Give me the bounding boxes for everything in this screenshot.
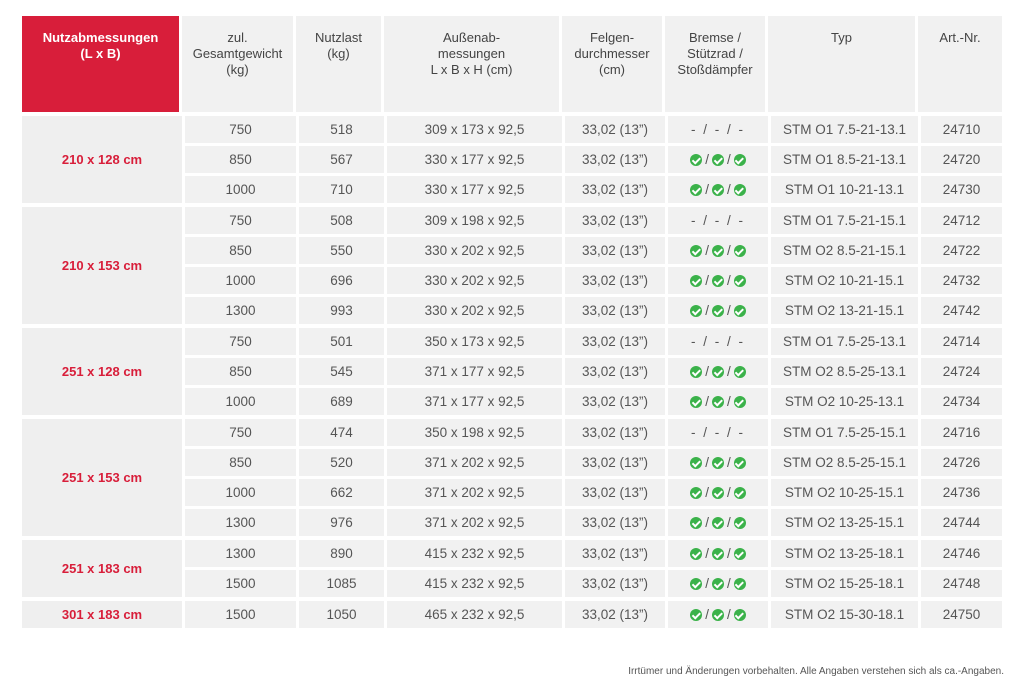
cell-aussenabmessungen: 371 x 177 x 92,5 [387, 388, 562, 415]
cell-felgendurchmesser: 33,02 (13”) [565, 146, 665, 173]
cell-features [668, 419, 768, 446]
size-group [22, 601, 1005, 628]
cell-typ: STM O1 8.5-21-13.1 [771, 146, 918, 173]
cell-nutzlast: 474 [299, 419, 384, 446]
cell-typ: STM O1 10-21-13.1 [771, 176, 918, 203]
cell-nutzlast: 545 [299, 358, 384, 385]
separator: / [705, 182, 709, 197]
group-size-label: 251 x 183 cm [22, 540, 182, 597]
header-aussenabmessungen [384, 16, 562, 112]
check-icon [734, 457, 746, 469]
cell-features [668, 358, 768, 385]
header-text: zul. [227, 30, 248, 45]
check-icon [690, 548, 702, 560]
cell-nutzlast: 567 [299, 146, 384, 173]
check-icon [712, 457, 724, 469]
cell-nutzlast: 1050 [299, 601, 384, 628]
check-icon [712, 154, 724, 166]
separator: / [705, 152, 709, 167]
header-text: L x B x H (cm) [430, 62, 513, 77]
check-icon [734, 487, 746, 499]
cell-artnr: 24750 [921, 601, 1002, 628]
cell-typ: STM O1 7.5-25-13.1 [771, 328, 918, 355]
check-icon [690, 396, 702, 408]
size-group [22, 207, 1005, 324]
cell-nutzlast: 689 [299, 388, 384, 415]
check-icon [712, 609, 724, 621]
cell-gesamtgewicht: 1500 [185, 601, 296, 628]
check-icon [690, 366, 702, 378]
check-icon [734, 548, 746, 560]
cell-artnr: 24724 [921, 358, 1002, 385]
group-rows [185, 207, 1005, 324]
check-icon [690, 457, 702, 469]
cell-nutzlast: 1085 [299, 570, 384, 597]
cell-features [668, 146, 768, 173]
header-typ [768, 16, 918, 112]
cell-artnr: 24744 [921, 509, 1002, 536]
cell-typ: STM O2 13-25-18.1 [771, 540, 918, 567]
size-group [22, 328, 1005, 415]
no-feature-text: - / - / - [691, 425, 745, 440]
cell-typ: STM O1 7.5-21-15.1 [771, 207, 918, 234]
cell-artnr: 24746 [921, 540, 1002, 567]
separator: / [727, 273, 731, 288]
cell-nutzlast: 501 [299, 328, 384, 355]
cell-features [668, 207, 768, 234]
separator: / [727, 303, 731, 318]
table-row [185, 479, 1005, 506]
cell-typ: STM O2 13-25-15.1 [771, 509, 918, 536]
check-icon [734, 154, 746, 166]
separator: / [705, 485, 709, 500]
size-group [22, 419, 1005, 536]
cell-typ: STM O2 13-21-15.1 [771, 297, 918, 324]
cell-nutzlast: 890 [299, 540, 384, 567]
cell-artnr: 24712 [921, 207, 1002, 234]
group-size-label: 251 x 153 cm [22, 419, 182, 536]
cell-nutzlast: 710 [299, 176, 384, 203]
header-text: messungen [437, 46, 506, 61]
no-feature-text: - / - / - [691, 213, 745, 228]
separator: / [727, 546, 731, 561]
cell-features [668, 388, 768, 415]
check-icon [734, 305, 746, 317]
table-row [185, 449, 1005, 476]
cell-features [668, 601, 768, 628]
cell-gesamtgewicht: 850 [185, 237, 296, 264]
header-text: Stoßdämpfer [677, 62, 753, 77]
cell-features [668, 540, 768, 567]
cell-felgendurchmesser: 33,02 (13”) [565, 540, 665, 567]
table-row [185, 146, 1005, 173]
header-gesamtgewicht [182, 16, 296, 112]
separator: / [727, 394, 731, 409]
cell-typ: STM O2 8.5-25-15.1 [771, 449, 918, 476]
cell-nutzlast: 976 [299, 509, 384, 536]
cell-typ: STM O2 15-25-18.1 [771, 570, 918, 597]
check-icon [712, 305, 724, 317]
cell-artnr: 24710 [921, 116, 1002, 143]
table-row [185, 207, 1005, 234]
separator: / [727, 243, 731, 258]
cell-features [668, 449, 768, 476]
separator: / [727, 515, 731, 530]
cell-gesamtgewicht: 1000 [185, 479, 296, 506]
cell-aussenabmessungen: 330 x 202 x 92,5 [387, 267, 562, 294]
table-row [185, 601, 1005, 628]
table-row [185, 176, 1005, 203]
separator: / [727, 607, 731, 622]
table-body [22, 116, 1005, 628]
group-size-label: 210 x 153 cm [22, 207, 182, 324]
cell-aussenabmessungen: 415 x 232 x 92,5 [387, 540, 562, 567]
cell-typ: STM O2 8.5-25-13.1 [771, 358, 918, 385]
cell-features [668, 267, 768, 294]
table-row [185, 419, 1005, 446]
check-icon [712, 396, 724, 408]
check-icon [690, 578, 702, 590]
separator: / [727, 152, 731, 167]
cell-nutzlast: 550 [299, 237, 384, 264]
cell-aussenabmessungen: 350 x 173 x 92,5 [387, 328, 562, 355]
separator: / [705, 607, 709, 622]
check-icon [712, 578, 724, 590]
header-text: Außenab- [442, 30, 501, 45]
cell-nutzlast: 518 [299, 116, 384, 143]
cell-aussenabmessungen: 465 x 232 x 92,5 [387, 601, 562, 628]
cell-typ: STM O1 7.5-25-15.1 [771, 419, 918, 446]
header-nutzlast [296, 16, 384, 112]
cell-gesamtgewicht: 1000 [185, 388, 296, 415]
header-felgendurchmesser [562, 16, 665, 112]
table-row [185, 358, 1005, 385]
cell-aussenabmessungen: 330 x 177 x 92,5 [387, 146, 562, 173]
cell-felgendurchmesser: 33,02 (13”) [565, 388, 665, 415]
separator: / [705, 364, 709, 379]
cell-aussenabmessungen: 309 x 173 x 92,5 [387, 116, 562, 143]
cell-features [668, 297, 768, 324]
check-icon [712, 487, 724, 499]
separator: / [705, 243, 709, 258]
cell-gesamtgewicht: 1000 [185, 267, 296, 294]
header-text: durchmesser [574, 46, 650, 61]
cell-felgendurchmesser: 33,02 (13”) [565, 116, 665, 143]
separator: / [705, 515, 709, 530]
cell-gesamtgewicht: 750 [185, 207, 296, 234]
cell-nutzlast: 662 [299, 479, 384, 506]
cell-felgendurchmesser: 33,02 (13”) [565, 207, 665, 234]
check-icon [712, 245, 724, 257]
check-icon [690, 517, 702, 529]
table-row [185, 540, 1005, 567]
no-feature-text: - / - / - [691, 334, 745, 349]
cell-felgendurchmesser: 33,02 (13”) [565, 479, 665, 506]
cell-felgendurchmesser: 33,02 (13”) [565, 237, 665, 264]
cell-aussenabmessungen: 330 x 177 x 92,5 [387, 176, 562, 203]
check-icon [690, 275, 702, 287]
header-text: (L x B) [80, 46, 121, 61]
cell-artnr: 24716 [921, 419, 1002, 446]
header-nutzabmessungen [22, 16, 182, 112]
check-icon [690, 245, 702, 257]
group-rows [185, 419, 1005, 536]
table-row [185, 388, 1005, 415]
check-icon [712, 366, 724, 378]
group-rows [185, 540, 1005, 597]
cell-gesamtgewicht: 850 [185, 146, 296, 173]
separator: / [705, 546, 709, 561]
check-icon [734, 275, 746, 287]
cell-felgendurchmesser: 33,02 (13”) [565, 267, 665, 294]
separator: / [727, 364, 731, 379]
table-row [185, 297, 1005, 324]
cell-features [668, 328, 768, 355]
cell-artnr: 24726 [921, 449, 1002, 476]
separator: / [705, 576, 709, 591]
cell-nutzlast: 520 [299, 449, 384, 476]
cell-gesamtgewicht: 750 [185, 116, 296, 143]
group-rows [185, 328, 1005, 415]
header-text: Stützrad / [687, 46, 743, 61]
check-icon [690, 305, 702, 317]
table-row [185, 570, 1005, 597]
cell-nutzlast: 696 [299, 267, 384, 294]
cell-aussenabmessungen: 415 x 232 x 92,5 [387, 570, 562, 597]
group-rows [185, 601, 1005, 628]
cell-felgendurchmesser: 33,02 (13”) [565, 601, 665, 628]
cell-aussenabmessungen: 371 x 177 x 92,5 [387, 358, 562, 385]
size-group [22, 116, 1005, 203]
cell-artnr: 24730 [921, 176, 1002, 203]
header-text: Felgen- [589, 30, 635, 45]
check-icon [690, 609, 702, 621]
cell-typ: STM O2 10-21-15.1 [771, 267, 918, 294]
cell-felgendurchmesser: 33,02 (13”) [565, 176, 665, 203]
cell-features [668, 116, 768, 143]
cell-features [668, 509, 768, 536]
cell-features [668, 237, 768, 264]
cell-felgendurchmesser: 33,02 (13”) [565, 509, 665, 536]
check-icon [734, 578, 746, 590]
header-text: Art.-Nr. [939, 30, 981, 45]
cell-aussenabmessungen: 371 x 202 x 92,5 [387, 479, 562, 506]
separator: / [727, 182, 731, 197]
check-icon [734, 184, 746, 196]
cell-aussenabmessungen: 330 x 202 x 92,5 [387, 297, 562, 324]
cell-gesamtgewicht: 1300 [185, 509, 296, 536]
cell-typ: STM O2 15-30-18.1 [771, 601, 918, 628]
check-icon [712, 517, 724, 529]
check-icon [712, 275, 724, 287]
check-icon [734, 396, 746, 408]
header-text: Bremse / [688, 30, 741, 45]
cell-aussenabmessungen: 371 x 202 x 92,5 [387, 509, 562, 536]
cell-aussenabmessungen: 350 x 198 x 92,5 [387, 419, 562, 446]
cell-gesamtgewicht: 1500 [185, 570, 296, 597]
header-text: (cm) [599, 62, 625, 77]
header-text: Typ [831, 30, 852, 45]
table-row [185, 116, 1005, 143]
group-rows [185, 116, 1005, 203]
check-icon [734, 609, 746, 621]
cell-artnr: 24742 [921, 297, 1002, 324]
cell-gesamtgewicht: 1300 [185, 540, 296, 567]
header-text: (kg) [226, 62, 249, 77]
cell-typ: STM O1 7.5-21-13.1 [771, 116, 918, 143]
cell-aussenabmessungen: 371 x 202 x 92,5 [387, 449, 562, 476]
cell-felgendurchmesser: 33,02 (13”) [565, 419, 665, 446]
cell-artnr: 24732 [921, 267, 1002, 294]
table-row [185, 237, 1005, 264]
group-size-label: 210 x 128 cm [22, 116, 182, 203]
cell-felgendurchmesser: 33,02 (13”) [565, 570, 665, 597]
cell-artnr: 24748 [921, 570, 1002, 597]
cell-features [668, 479, 768, 506]
separator: / [727, 485, 731, 500]
table-row [185, 328, 1005, 355]
cell-felgendurchmesser: 33,02 (13”) [565, 297, 665, 324]
cell-features [668, 570, 768, 597]
table-row [185, 509, 1005, 536]
separator: / [705, 273, 709, 288]
table-header [22, 16, 1005, 112]
group-size-label: 251 x 128 cm [22, 328, 182, 415]
disclaimer: Irrtümer und Änderungen vorbehalten. Alle Angaben verstehen sich als ca.-Angaben. [628, 666, 1004, 677]
cell-artnr: 24734 [921, 388, 1002, 415]
cell-typ: STM O2 10-25-13.1 [771, 388, 918, 415]
separator: / [705, 455, 709, 470]
no-feature-text: - / - / - [691, 122, 745, 137]
separator: / [705, 303, 709, 318]
cell-typ: STM O2 10-25-15.1 [771, 479, 918, 506]
check-icon [712, 184, 724, 196]
cell-aussenabmessungen: 330 x 202 x 92,5 [387, 237, 562, 264]
separator: / [727, 576, 731, 591]
cell-aussenabmessungen: 309 x 198 x 92,5 [387, 207, 562, 234]
group-size-label: 301 x 183 cm [22, 601, 182, 628]
cell-nutzlast: 508 [299, 207, 384, 234]
cell-artnr: 24722 [921, 237, 1002, 264]
header-artnr [918, 16, 1002, 112]
cell-features [668, 176, 768, 203]
check-icon [734, 245, 746, 257]
cell-artnr: 24714 [921, 328, 1002, 355]
header-text: Gesamtgewicht [192, 46, 283, 61]
product-table [22, 16, 1005, 628]
cell-gesamtgewicht: 1300 [185, 297, 296, 324]
cell-artnr: 24736 [921, 479, 1002, 506]
check-icon [690, 184, 702, 196]
check-icon [734, 366, 746, 378]
cell-gesamtgewicht: 850 [185, 449, 296, 476]
separator: / [705, 394, 709, 409]
cell-typ: STM O2 8.5-21-15.1 [771, 237, 918, 264]
check-icon [734, 517, 746, 529]
cell-gesamtgewicht: 750 [185, 419, 296, 446]
table-row [185, 267, 1005, 294]
separator: / [727, 455, 731, 470]
check-icon [712, 548, 724, 560]
cell-gesamtgewicht: 750 [185, 328, 296, 355]
header-text: (kg) [327, 46, 350, 61]
check-icon [690, 154, 702, 166]
check-icon [690, 487, 702, 499]
header-bremse [665, 16, 768, 112]
header-text: Nutzabmessungen [42, 30, 159, 45]
cell-nutzlast: 993 [299, 297, 384, 324]
cell-felgendurchmesser: 33,02 (13”) [565, 328, 665, 355]
cell-artnr: 24720 [921, 146, 1002, 173]
cell-gesamtgewicht: 1000 [185, 176, 296, 203]
cell-felgendurchmesser: 33,02 (13”) [565, 358, 665, 385]
header-text: Nutzlast [315, 30, 362, 45]
size-group [22, 540, 1005, 597]
cell-felgendurchmesser: 33,02 (13”) [565, 449, 665, 476]
cell-gesamtgewicht: 850 [185, 358, 296, 385]
